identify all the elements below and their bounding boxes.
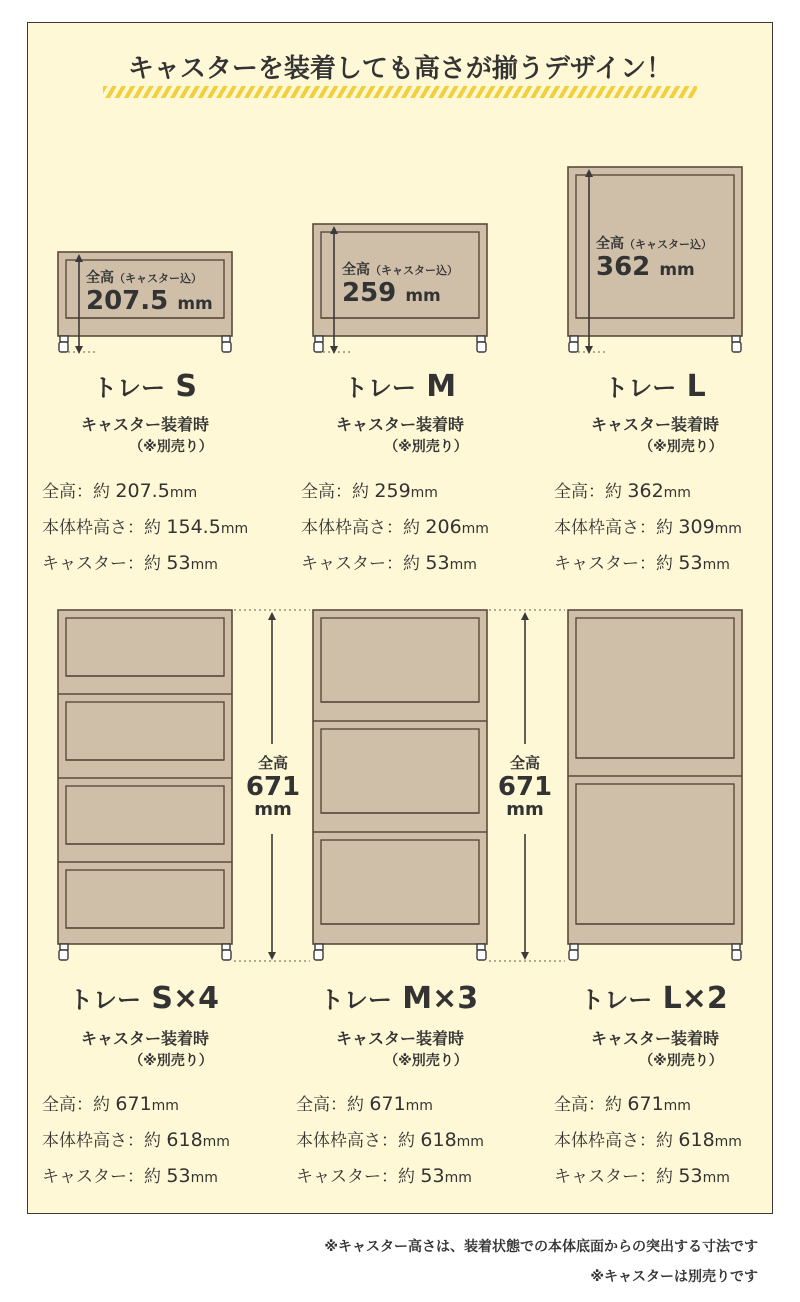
sold-separately-l2: （※別売り）: [639, 1053, 723, 1069]
cabinet-l2-illustration: [564, 606, 754, 968]
caster-note-s: キャスター装着時: [80, 415, 209, 434]
overlay-s: 全高（キャスター込） 207.5 mm: [86, 270, 213, 316]
overlay-m: 全高（キャスター込） 259 mm: [342, 262, 458, 308]
caster-note-m: キャスター装着時: [335, 415, 464, 434]
sold-separately-s4: （※別売り）: [129, 1053, 213, 1069]
caster-note-s4: キャスター装着時: [80, 1029, 209, 1048]
spec-block-l2: 全高：約 671mm 本体枠高さ：約 618mm キャスター：約 53mm: [554, 1093, 742, 1187]
sold-separately-m3: （※別売り）: [384, 1053, 468, 1069]
footnote-sold-separately: ※キャスターは別売りです: [590, 1269, 758, 1285]
tray-title-m3: トレー M×3: [319, 981, 479, 1016]
caster-note-l2: キャスター装着時: [590, 1029, 719, 1048]
overlay-l: 全高（キャスター込） 362 mm: [596, 236, 712, 282]
tray-title-l2: トレー L×2: [580, 981, 728, 1016]
total-height-label-s4: 全高 671 mm: [245, 754, 301, 820]
caster-note-l: キャスター装着時: [590, 415, 719, 434]
tray-title-m: トレー M: [343, 369, 457, 404]
footnote-caster-height: ※キャスター高さは、装着状態での本体底面からの突出する寸法です: [324, 1239, 758, 1255]
total-height-label-m3: 全高 671 mm: [497, 754, 553, 820]
sold-separately-m: （※別売り）: [384, 439, 468, 455]
headline: キャスターを装着しても高さが揃うデザイン！: [127, 54, 673, 84]
headline-underline: [103, 86, 697, 98]
tray-title-s4: トレー S×4: [68, 981, 220, 1016]
caster-note-m3: キャスター装着時: [335, 1029, 464, 1048]
spec-block-s: 全高：約 207.5mm 本体枠高さ：約 154.5mm キャスター：約 53mm: [42, 480, 249, 574]
spec-block-l: 全高：約 362mm 本体枠高さ：約 309mm キャスター：約 53mm: [554, 480, 742, 574]
tray-title-l: トレー L: [604, 369, 706, 404]
spec-block-m: 全高：約 259mm 本体枠高さ：約 206mm キャスター：約 53mm: [301, 480, 489, 574]
spec-block-s4: 全高：約 671mm 本体枠高さ：約 618mm キャスター：約 53mm: [42, 1093, 230, 1187]
spec-block-m3: 全高：約 671mm 本体枠高さ：約 618mm キャスター：約 53mm: [296, 1093, 484, 1187]
sold-separately-l: （※別売り）: [639, 439, 723, 455]
sold-separately-s: （※別売り）: [129, 439, 213, 455]
tray-title-s: トレー S: [92, 369, 198, 404]
